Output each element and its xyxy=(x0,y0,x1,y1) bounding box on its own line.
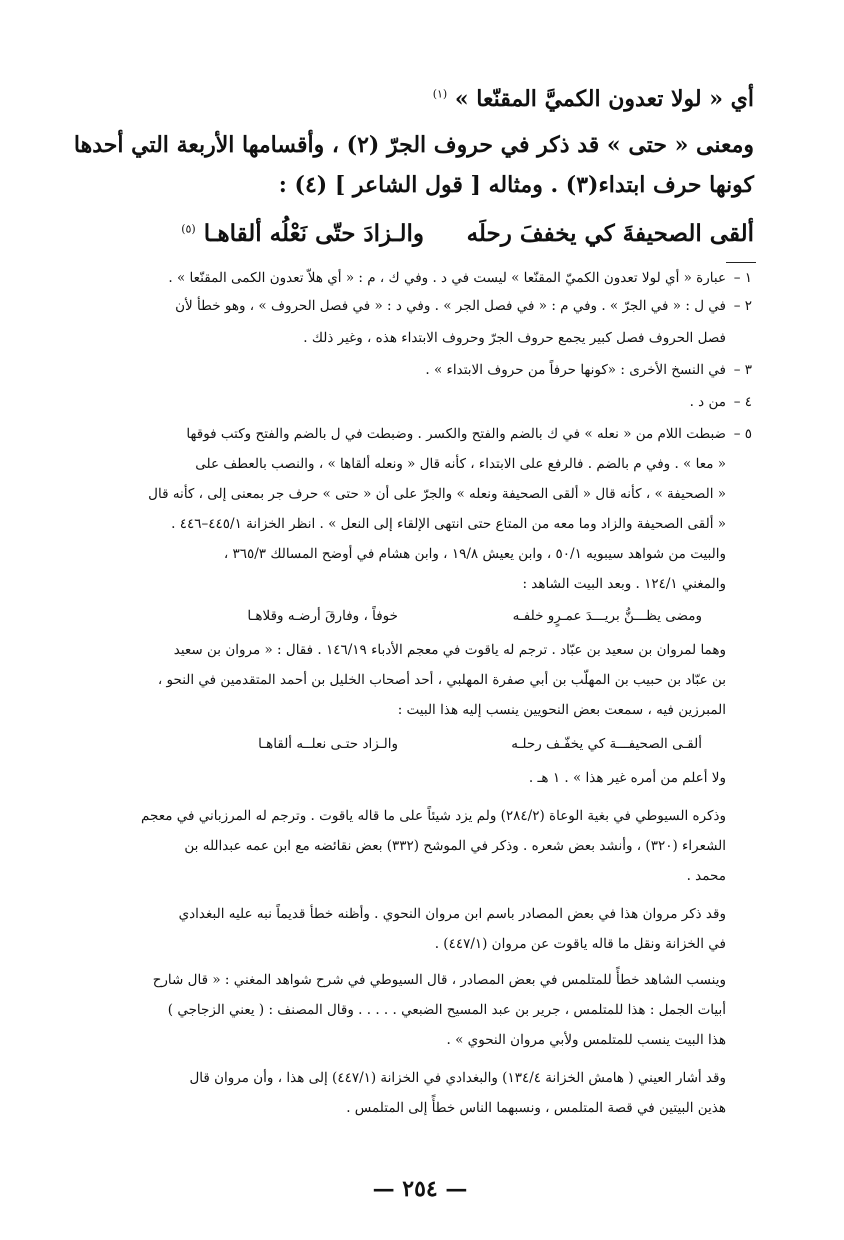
footnote-5-line-h: بن عبّاد بن حبيب بن المهلّب بن أبي صفرة المهلبي ، أحد أصحاب الخليل بن أحمد المتقدمين في النحو ، xyxy=(157,672,726,688)
footnote-5-line-n: وقد ذكر مروان هذا في بعض المصادر باسم ابن مروان النحوي . وأظنه خطأ قديماً نبه عليه البغدادي xyxy=(178,906,726,922)
footnote-5-line-f: والمغني ١٢٤/١ . وبعد البيت الشاهد : xyxy=(522,576,726,592)
inner-verse-1-right: ومضى يظـــنُّ بريـــدَ عمـرٍو خلفـه xyxy=(512,608,702,624)
footnote-5-number: ٥ – xyxy=(733,426,752,442)
footnote-4: من د . xyxy=(689,394,726,410)
footnote-3: في النسخ الأخرى : «كونها حرفاً من حروف الابتداء » . xyxy=(425,362,726,378)
footnote-5-line-g: وهما لمروان بن سعيد بن عبّاد . ترجم له ياقوت في معجم الأدباء ١٤٦/١٩ . فقال : « مروان بن سعيد xyxy=(173,642,726,658)
main-text-line-1 xyxy=(433,86,754,112)
footnote-1-number: ١ – xyxy=(733,270,752,286)
footnote-2-line-2: فصل الحروف فصل كبير يجمع حروف الجرّ وحروف الابتداء هذه ، وغير ذلك . xyxy=(303,330,726,346)
footnote-5-line-s: وقد أشار العيني ( هامش الخزانة ١٣٤/٤) والبغدادي في الخزانة (٤٤٧/١) إلى هذا ، وأن مروان قال xyxy=(189,1070,726,1086)
footnote-ref-5: (٥) xyxy=(181,222,196,236)
main-line-1-text: أي « لولا تعدون الكميَّ المقنّعا » xyxy=(454,86,754,112)
footnote-3-number: ٣ – xyxy=(733,362,752,378)
footnote-separator xyxy=(726,262,756,263)
inner-verse-2-right: ألقـى الصحيفـــة كي يخفّـف رحلـه xyxy=(511,736,702,752)
footnote-5-line-c: « الصحيفة » ، كأنه قال « ألقى الصحيفة ونعله » والجرّ على أن « حتى » حرف جر بمعنى إلى ، كأنه قال xyxy=(148,486,726,502)
footnote-5-line-p: وينسب الشاهد خطأً للمتلمس في بعض المصادر ، قال السيوطي في شرح شواهد المغني : « قال شارح xyxy=(152,972,726,988)
inner-verse-1-left: خوفاً ، وفارقَ أرضـه وقلاهـا xyxy=(247,608,398,624)
verse-second-hemistich xyxy=(181,220,424,247)
footnote-5-line-i: المبرزين فيه ، سمعت بعض النحويين ينسب إليه هذا البيت : xyxy=(397,702,726,718)
footnote-5-line-m: محمد . xyxy=(686,868,726,884)
inner-verse-2-left: والـزاد حتـى نعلــه ألقاهـا xyxy=(258,736,398,752)
verse-second-text: والـزادَ حتّى نَعْلُه ألقاهـا xyxy=(203,220,424,247)
footnote-ref-1: (١) xyxy=(432,87,448,101)
footnote-5-line-b: « معا » . وفي م بالضم . فالرفع على الابتداء ، كأنه قال « ونعله ألقاها » ، والنصب بالعطف على xyxy=(195,456,726,472)
footnote-5-line-l: الشعراء (٣٢٠) ، وأنشد بعض شعره . وذكر في الموشح (٣٣٢) بعض نقائضه مع ابن عمه عبدالله بن xyxy=(184,838,726,854)
main-text-line-3: كونها حرف ابتداء(٣) . ومثاله [ قول الشاعر ] (٤) : xyxy=(278,172,754,198)
footnote-5-line-a: ضبطت اللام من « نعله » في ك بالضم والفتح والكسر . وضبطت في ل بالضم والفتح وكتب فوقها xyxy=(186,426,726,442)
footnote-1: عبارة « أي لولا تعدون الكميّ المقنّعا » ليست في د . وفي ك ، م : « أي هلاّ تعدون الكمى المقنّعا » . xyxy=(168,270,726,286)
footnote-2-number: ٢ – xyxy=(733,298,752,314)
footnote-5-line-j: ولا أعلم من أمره غير هذا » . ١ هـ . xyxy=(528,770,726,786)
footnote-5-line-o: في الخزانة ونقل ما قاله ياقوت عن مروان (٤٤٧/١) . xyxy=(434,936,726,952)
verse-first-hemistich: ألقى الصحيفةَ كي يخففَ رحلَه xyxy=(466,220,754,247)
footnote-4-number: ٤ – xyxy=(733,394,752,410)
footnote-5-line-k: وذكره السيوطي في بغية الوعاة (٢٨٤/٢) ولم يزد شيئاً على ما قاله ياقوت . وترجم له المرزباني في معجم xyxy=(141,808,726,824)
footnote-2-line-1: في ل : « في الجرّ » . وفي م : « في فصل الجر » . وفي د : « في فصل الحروف » ، وهو خطأ لأن xyxy=(175,298,726,314)
footnote-5-line-t: هذين البيتين في قصة المتلمس ، ونسبهما الناس خطأً إلى المتلمس . xyxy=(346,1100,726,1116)
footnote-5-line-e: والبيت من شواهد سيبويه ٥٠/١ ، وابن يعيش ١٩/٨ ، وابن هشام في أوضح المسالك ٣٦٥/٣ ، xyxy=(223,546,726,562)
footnote-5-line-r: هذا البيت ينسب للمتلمس ولأبي مروان النحوي » . xyxy=(446,1032,726,1048)
page-number: — ٢٥٤ — xyxy=(372,1176,468,1202)
main-text-line-2: ومعنى « حتى » قد ذكر في حروف الجرّ (٢) ، وأقسامها الأربعة التي أحدها xyxy=(73,132,754,158)
footnote-5-line-q: أبيات الجمل : هذا للمتلمس ، جرير بن عبد المسيح الضبعي . . . . . وقال المصنف : ( يعني الزجاجي ) xyxy=(167,1002,726,1018)
footnote-5-line-d: « ألقى الصحيفة والزاد وما معه من المتاع حتى انتهى الإلقاء إلى النعل » . انظر الخزانة ٤٤٥/١–٤٤٦ . xyxy=(171,516,726,532)
